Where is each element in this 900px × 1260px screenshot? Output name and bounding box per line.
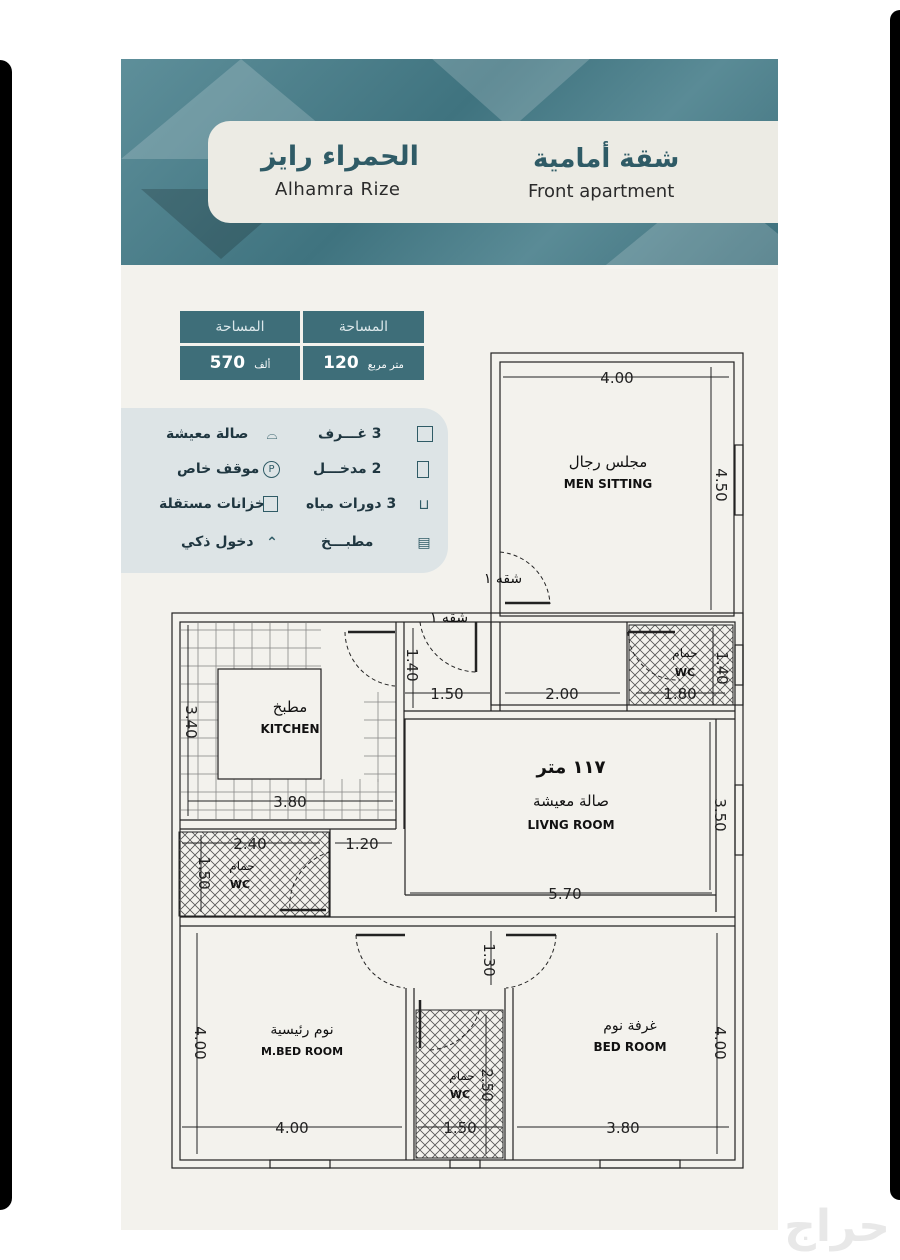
bed-en: BED ROOM (593, 1040, 667, 1054)
dim-corr-h: 1.40 (403, 648, 421, 682)
dim-wc2-h: 1.50 (195, 856, 213, 890)
dim-bed-h: 4.00 (711, 1026, 729, 1060)
sofa-icon: ⌓ (266, 427, 278, 443)
dim-hall-w: 2.00 (545, 685, 579, 703)
wc3-en: WC (449, 1088, 471, 1101)
dim-wc3-h: 2.50 (478, 1068, 496, 1102)
dim-mbed-w: 4.00 (275, 1119, 309, 1137)
feature-smart-entry: دخول ذكي (181, 534, 254, 550)
dim-wc3-w: 1.50 (443, 1119, 477, 1137)
price-value: 570 (209, 353, 246, 373)
dim-living-w: 5.70 (548, 885, 582, 903)
mbed-ar: نوم رئيسية (270, 1022, 334, 1038)
dim-kitchen-w: 3.80 (273, 793, 307, 811)
feature-kitchen: مطبـــخ (321, 534, 374, 550)
entry-1-label: شقه ١ (483, 571, 523, 587)
entry-2-label: شقه ١ (429, 610, 469, 626)
area-value: 120 (323, 353, 359, 373)
men-sitting-ar: مجلس رجال (568, 453, 648, 471)
dim-living-h: 3.50 (711, 798, 729, 832)
project-title-ar: الحمراء رايز (261, 141, 419, 172)
watermark: حراج (784, 1201, 890, 1252)
area-unit: متر مربع (367, 360, 404, 371)
parking-icon: P (263, 461, 280, 478)
feature-entrances: 2 مدخـــل (313, 461, 382, 477)
dim-wc1-w: 1.80 (663, 685, 697, 703)
unit-title-ar: شقة أمامية (533, 144, 680, 174)
project-title-en: Alhamra Rize (275, 179, 401, 200)
price-header: المساحة (180, 311, 300, 343)
kitchen-tiles (181, 623, 396, 819)
wc3-ar: حمام (449, 1069, 475, 1083)
area-header: المساحة (303, 311, 424, 343)
kitchen-ar: مطبخ (272, 698, 308, 716)
dim-hall2-h: 1.30 (480, 943, 498, 977)
feature-bathrooms: 3 دورات مياه (306, 496, 397, 512)
feature-living: صالة معيشة (166, 426, 249, 442)
bed-ar: غرفة نوم (603, 1018, 657, 1034)
bath-icon: ⊔ (418, 497, 430, 513)
dim-kitchen-h: 3.40 (182, 705, 200, 739)
kitchen-icon: ▤ (417, 535, 431, 551)
chevron-up-icon: ⌃ (266, 535, 278, 551)
mbed-en: M.BED ROOM (260, 1045, 344, 1058)
dim-men-h: 4.50 (712, 468, 730, 502)
dim-wc2-gap: 1.20 (345, 835, 379, 853)
living-area: ١١٧ متر (536, 757, 606, 778)
men-sitting-en: MEN SITTING (563, 477, 653, 491)
dim-wc1-h: 1.40 (713, 651, 731, 685)
dim-men-w: 4.00 (600, 369, 634, 387)
living-ar: صالة معيشة (533, 792, 609, 810)
living-en: LIVNG ROOM (527, 818, 615, 832)
wc1-en: WC (674, 666, 696, 679)
dim-bed-w: 3.80 (606, 1119, 640, 1137)
feature-cabinets: خزانات مستقلة (159, 496, 265, 512)
wc2-en: WC (229, 878, 251, 891)
wc1-ar: حمام (672, 646, 698, 660)
dim-corr-w: 1.50 (430, 685, 464, 703)
dim-wc2-w: 2.40 (233, 835, 267, 853)
wc2-ar: حمام (229, 859, 255, 873)
price-unit: ألف (254, 360, 271, 371)
dim-mbed-h: 4.00 (191, 1026, 209, 1060)
kitchen-en: KITCHEN (260, 722, 320, 736)
feature-rooms: 3 غـــرف (318, 426, 382, 442)
feature-parking: موقف خاص (177, 461, 260, 477)
unit-title-en: Front apartment (528, 181, 675, 202)
